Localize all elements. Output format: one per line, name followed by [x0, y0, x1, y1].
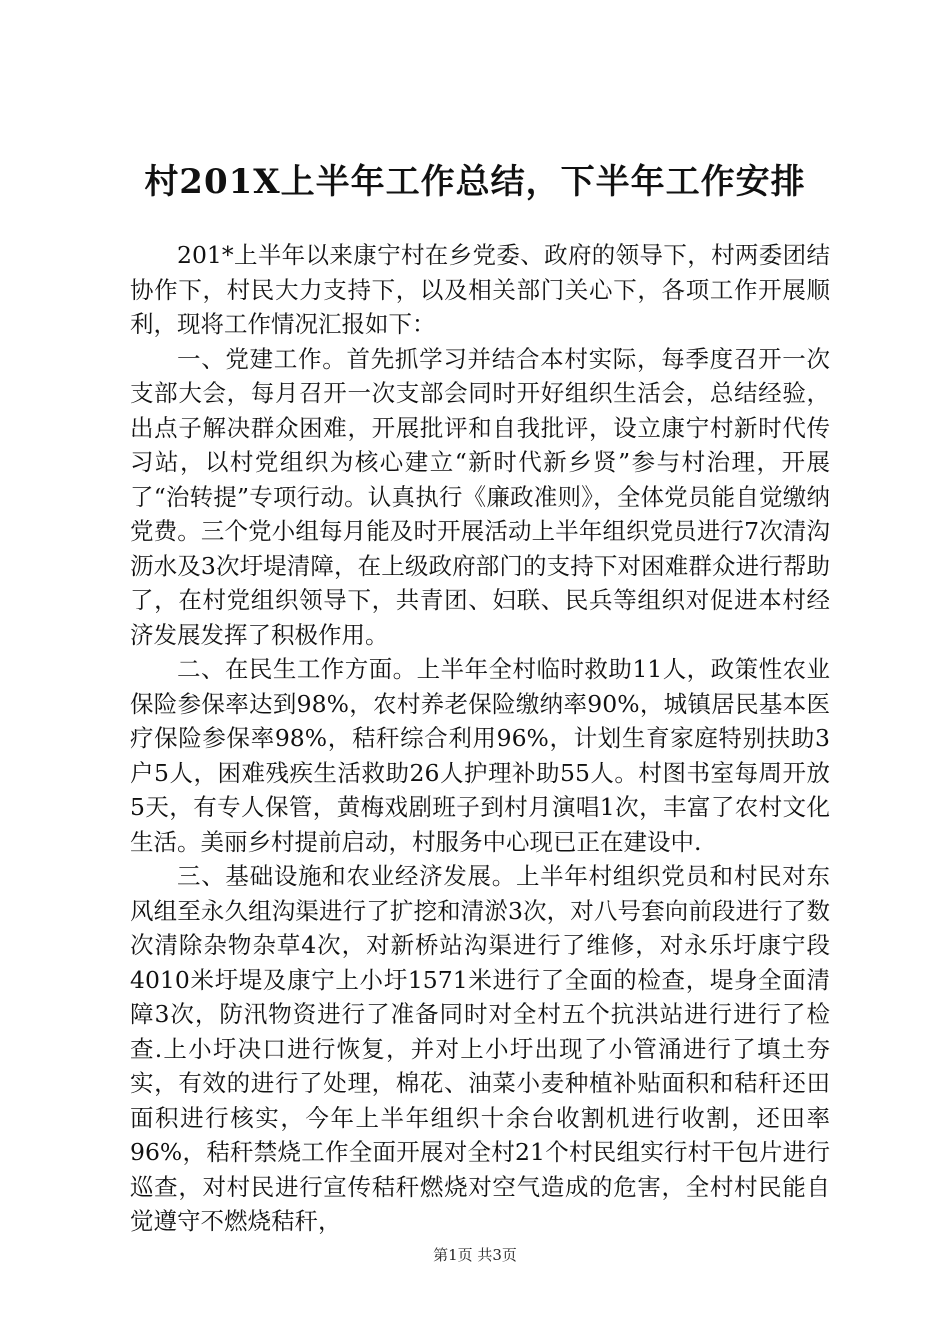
document-title: 村201X上半年工作总结，下半年工作安排 [144, 162, 806, 202]
paragraph-party-building: 一、党建工作。首先抓学习并结合本村实际，每季度召开一次支部大会，每月召开一次支部会同时开好组织生活会，总结经验，出点子解决群众困难，开展批评和自我批评，设立康宁村新时代传习站，以村党组织为核心建立“新时代新乡贤”参与村治理，开展了“治转提”专项行动。认真执行《廉政准则》，全体党员能自觉缴纳党费。三个党小组每月能及时开展活动上半年组织党员进行7次清沟沥水及3次圩堤清障，在上级政府部门的支持下对困难群众进行帮助了，在村党组织领导下，共青团、妇联、民兵等组织对促进本村经济发展发挥了积极作用。 [130, 344, 830, 649]
document-body [130, 238, 830, 1239]
paragraph-intro: 201*上半年以来康宁村在乡党委、政府的领导下，村两委团结协作下，村民大力支持下，以及相关部门关心下，各项工作开展顺利，现将工作情况汇报如下： [130, 241, 830, 338]
paragraph-infrastructure: 三、基础设施和农业经济发展。上半年村组织党员和村民对东风组至永久组沟渠进行了扩挖和清淤3次，对八号套向前段进行了数次清除杂物杂草4次，对新桥站沟渠进行了维修，对永乐圩康宁段4010米圩堤及康宁上小圩1571米进行了全面的检查，堤身全面清障3次，防汛物资进行了准备同时对全村五个抗洪站进行进行了检查.上小圩决口进行恢复，并对上小圩出现了小管涌进行了填土夯实，有效的进行了处理，棉花、油菜小麦种植补贴面积和秸秆还田面积进行核实，今年上半年组织十余台收割机进行收割，还田率96%，秸秆禁烧工作全面开展对全村21个村民组实行村干包片进行巡查，对村民进行宣传秸秆燃烧对空气造成的危害，全村村民能自觉遵守不燃烧秸秆， [130, 862, 830, 1235]
paragraph-livelihood: 二、在民生工作方面。上半年全村临时救助11人，政策性农业保险参保率达到98%，农村养老保险缴纳率90%，城镇居民基本医疗保险参保率98%，秸秆综合利用96%，计划生育家庭特别扶助3户5人，困难残疾生活救助26人护理补助55人。村图书室每周开放5天，有专人保管，黄梅戏剧班子到村月演唱1次，丰富了农村文化生活。美丽乡村提前启动，村服务中心现已正在建设中. [130, 655, 830, 856]
page-footer: 第1页 共3页 [433, 1246, 517, 1264]
